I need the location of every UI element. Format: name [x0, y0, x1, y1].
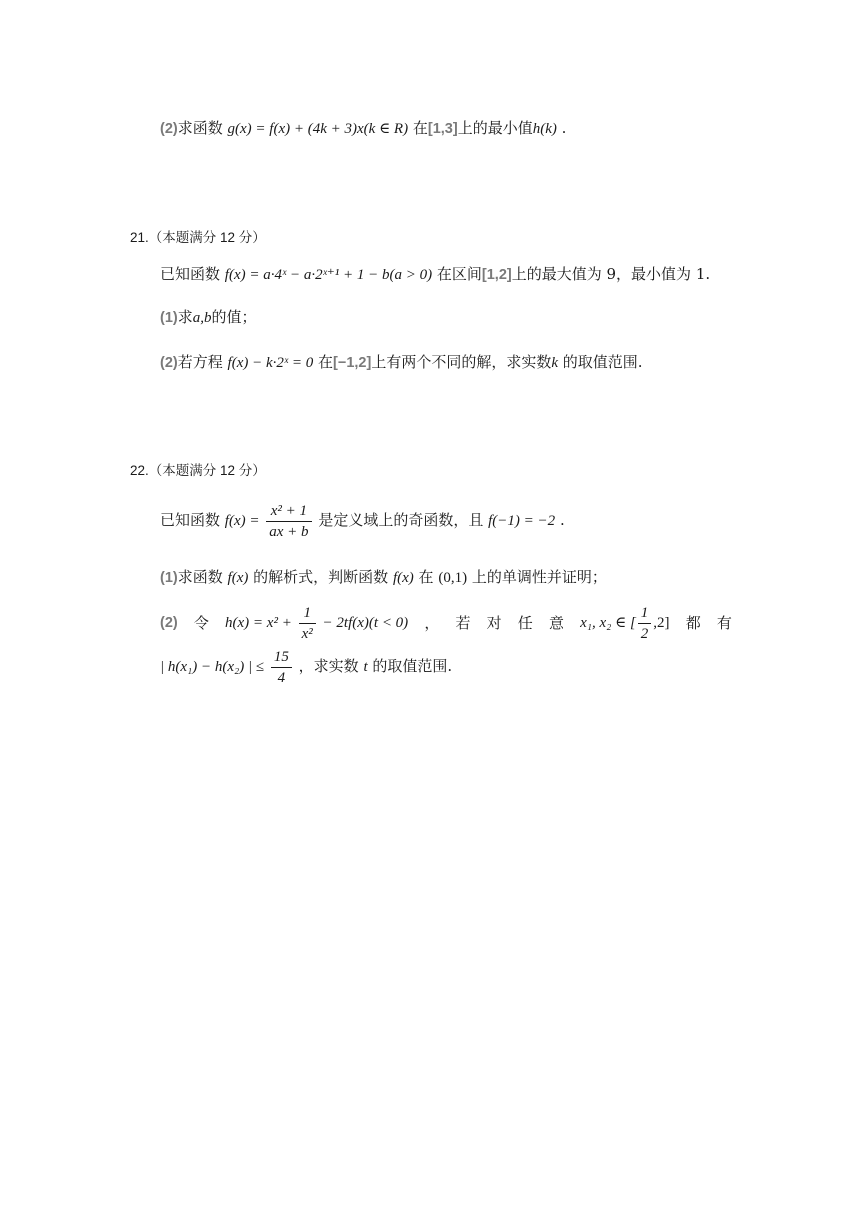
- q21-stem-prefix: 已知函数: [160, 265, 221, 283]
- q22-stem-prefix: 已知函数: [160, 511, 221, 529]
- q22-part2-vars: x₁, x₂ ∈ [: [580, 615, 636, 631]
- q22-part2-frac-den: x²: [301, 625, 313, 642]
- q21-part2-mid: 上有两个不同的解，求实数: [371, 353, 552, 371]
- q21-part2-in: 在: [318, 353, 334, 371]
- q22-part2-w5: 都: [685, 613, 701, 632]
- q21-part2: [160, 352, 643, 373]
- q22-part2-tail-var: t: [363, 659, 368, 675]
- q22-part1-int: (0,1): [438, 570, 468, 586]
- q20-part2-prefix: 求函数: [177, 119, 223, 137]
- q22-part2-half: [638, 604, 652, 643]
- q22-part2-line1: [160, 602, 732, 643]
- q21-part2-formula: f(x) − k·2ˣ = 0: [227, 355, 314, 371]
- q21-part2-var: k: [551, 355, 559, 371]
- q22-part2-w4: 意: [548, 613, 564, 632]
- q22-part2-ling: 令: [193, 613, 209, 632]
- q22-part1-d: 上的单调性并证明；: [471, 568, 607, 586]
- q22-part2-w2: 对: [486, 613, 502, 632]
- q22-part1-f2: f(x): [392, 570, 414, 586]
- q21-part2-marker: (2): [160, 355, 178, 371]
- q22-part2-half-num: 1: [638, 604, 652, 624]
- q21-stem-interval: [1,2]: [481, 267, 512, 283]
- q21-stem-formula: f(x) = a·4ˣ − a·2ˣ⁺¹ + 1 − b(a > 0): [224, 267, 433, 283]
- q21-part1: [160, 307, 257, 328]
- q22-part2-line2: [160, 646, 452, 687]
- q22-part2-comma: ，: [424, 613, 440, 632]
- q22-part1-c: 在: [418, 568, 434, 586]
- q21-stem-suffix: 上的最大值为 9，最小值为 1.: [511, 265, 711, 283]
- q20-part2-line: [160, 118, 566, 139]
- q22-part2-w1: 若: [455, 613, 471, 632]
- q21-part1-end: 的值；: [211, 308, 257, 326]
- q22-stem-lhs: f(x) =: [224, 513, 260, 529]
- q22-part2-w6: 有: [716, 613, 732, 632]
- q22-part2-domain: [580, 602, 669, 643]
- q22-stem-frac-num: x² + 1: [266, 502, 311, 522]
- q21-part1-vars: a,b: [192, 310, 212, 326]
- q20-part2-interval: [1,3]: [427, 121, 458, 137]
- q22-part2-ineq: | h(x₁) − h(x₂) | ≤: [160, 659, 265, 675]
- q21-heading: 21.（本题满分 12 分）: [130, 230, 266, 245]
- q22-part2-frac2-den: 4: [277, 669, 286, 686]
- q22-stem-end: .: [559, 511, 565, 529]
- q21-part2-end: 的取值范围.: [562, 353, 643, 371]
- q22-part2-h-rhs: − 2tf(x)(t < 0): [322, 615, 409, 631]
- q22-part2-half-den: 2: [640, 625, 649, 642]
- q20-part2-formula: g(x) = f(x) + (4k + 3)x(k ∈ R): [227, 121, 409, 137]
- q22-part2-tail-a: ，求实数: [298, 657, 359, 675]
- q22-part2-frac2-num: 15: [271, 648, 292, 668]
- q22-part2-tail-b: 的取值范围.: [372, 657, 453, 675]
- q22-stem-mid: 是定义域上的奇函数，且: [318, 511, 484, 529]
- q22-stem-fraction: [266, 502, 311, 541]
- q22-part1-b: 的解析式，判断函数: [253, 568, 389, 586]
- q20-part2-end: .: [561, 119, 567, 137]
- q22-part1-f1: f(x): [227, 570, 249, 586]
- q21-part2-prefix: 若方程: [177, 353, 223, 371]
- q22-part2-fraction: [299, 604, 316, 643]
- q22-part1-a: 求函数: [177, 568, 223, 586]
- q22-part2-frac-num: 1: [299, 604, 316, 624]
- q21-part2-interval: [−1,2]: [333, 355, 372, 371]
- q20-part2-marker: (2): [160, 121, 178, 137]
- q22-part2-fraction2: [271, 648, 292, 687]
- q20-part2-in: 在: [412, 119, 428, 137]
- q22-part1-marker: (1): [160, 570, 178, 586]
- q21-part1-text: 求: [177, 308, 193, 326]
- q21-part1-marker: (1): [160, 310, 178, 326]
- q21-stem-in: 在区间: [436, 265, 482, 283]
- q22-part2-int-end: ,2]: [653, 615, 670, 631]
- q22-part2-h-def: [225, 602, 408, 643]
- q22-part2-w3: 任: [517, 613, 533, 632]
- q20-part2-target: h(k): [532, 121, 557, 137]
- q22-stem-cond: f(−1) = −2: [488, 513, 556, 529]
- q22-stem: [160, 500, 565, 541]
- q21-stem: [160, 264, 710, 285]
- q22-stem-frac-den: ax + b: [269, 523, 309, 540]
- q22-part1: [160, 567, 607, 588]
- q22-part2-marker: (2): [160, 614, 178, 631]
- q20-part2-suffix: 上的最小值: [457, 119, 533, 137]
- q22-part2-h-lhs: h(x) = x² +: [225, 615, 292, 631]
- q22-heading: 22.（本题满分 12 分）: [130, 463, 266, 478]
